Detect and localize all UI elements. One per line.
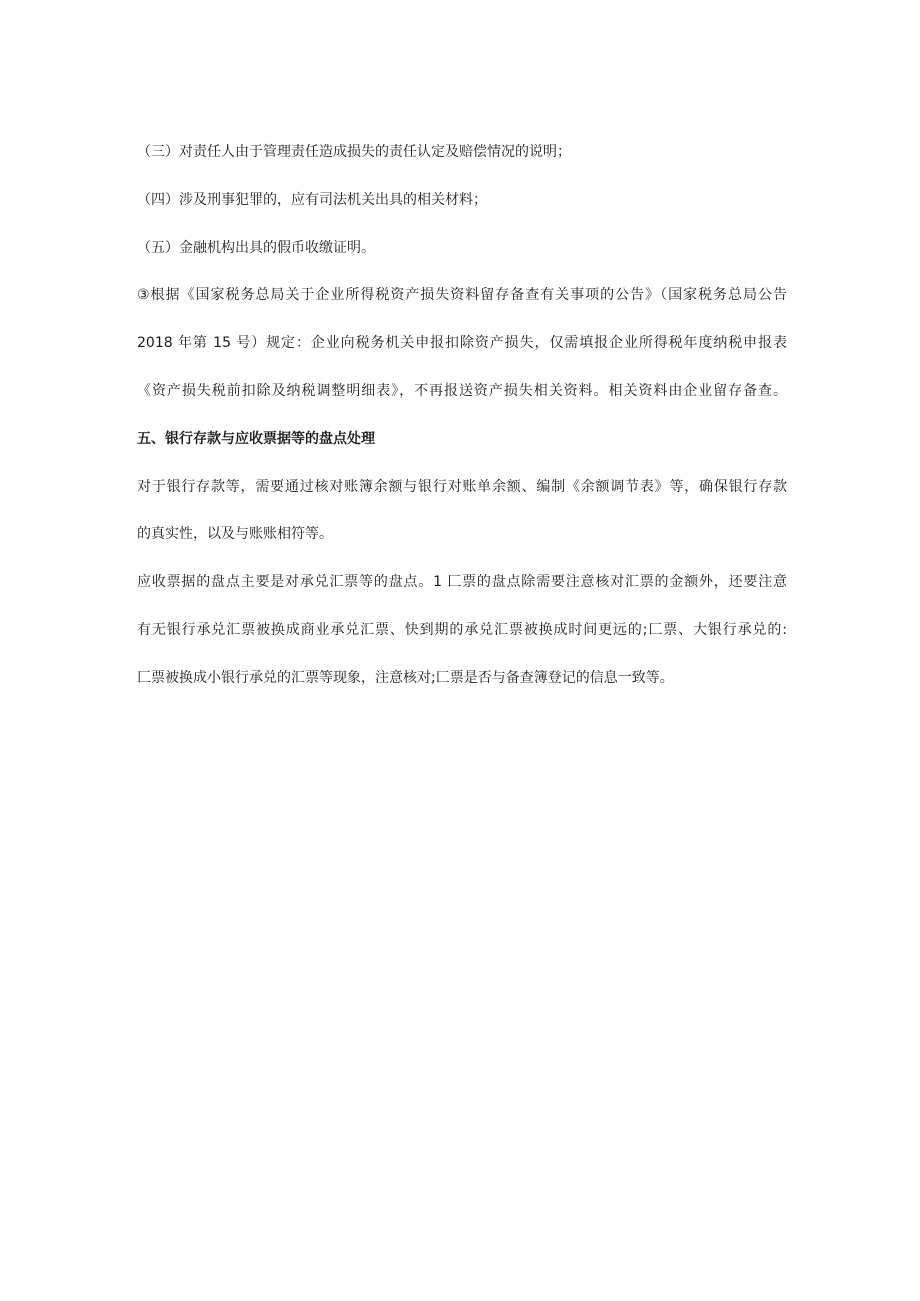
paragraph-line: 匚票被换成小银行承兑的汇票等现象，注意核对;匚票是否与备查簿登记的信息一致等。	[137, 669, 674, 686]
paragraph-line: 2018 年第 15 号）规定：企业向税务机关申报扣除资产损失，仅需填报企业所得税年度纳税申报表	[137, 335, 787, 352]
paragraph-line: 对于银行存款等，需要通过核对账簿余额与银行对账单余额、编制《余额调节表》等，确保银行存款	[137, 478, 787, 495]
paragraph-line: 应收票据的盘点主要是对承兑汇票等的盘点。1 匚票的盘点除需要注意核对汇票的金额外，还要注意	[137, 574, 787, 591]
paragraph-line: 有无银行承兑汇票被换成商业承兑汇票、快到期的承兑汇票被换成时间更远的;匚票、大银行承兑的:	[137, 621, 787, 638]
section-heading: 五、银行存款与应收票据等的盘点处理	[137, 430, 375, 447]
list-item-5: （五）金融机构出具的假币收缴证明。	[137, 239, 375, 256]
paragraph-line: 的真实性，以及与账账相符等。	[137, 526, 333, 543]
list-item-4: （四）涉及刑事犯罪的，应有司法机关出具的相关材料；	[137, 191, 487, 208]
paragraph-line: 《资产损失税前扣除及纳税调整明细表》，不再报送资产损失相关资料。相关资料由企业留存备查。	[137, 382, 787, 399]
list-item-3: （三）对责任人由于管理责任造成损失的责任认定及赔偿情况的说明；	[137, 144, 571, 160]
paragraph-line: ③根据《国家税务总局关于企业所得税资产损失资料留存备查有关事项的公告》（国家税务总局公告	[137, 287, 787, 304]
document-body	[137, 140, 787, 714]
